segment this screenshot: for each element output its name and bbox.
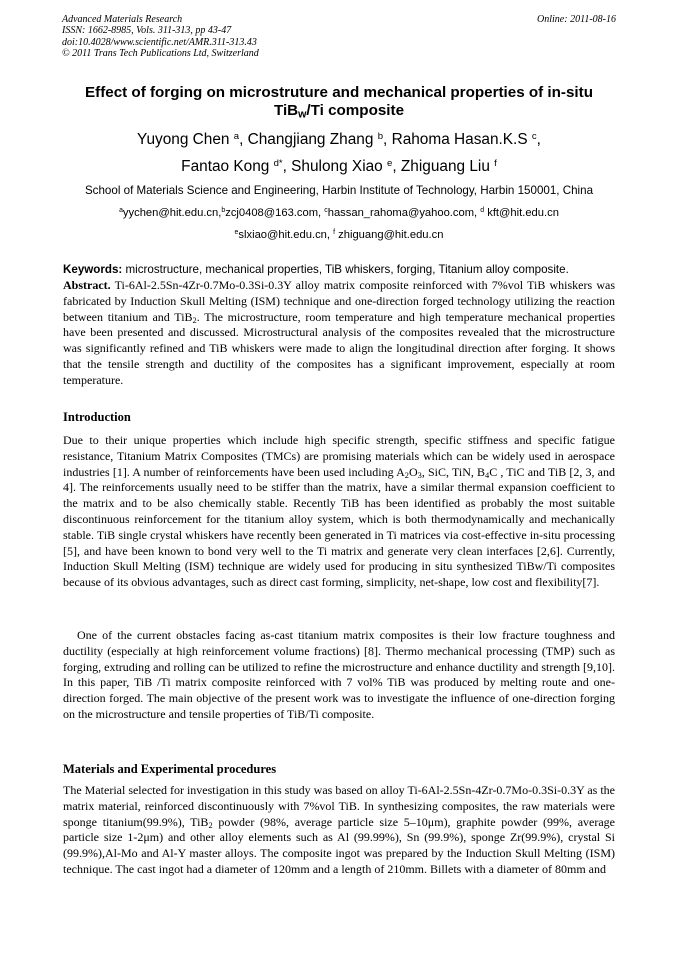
author-name: Shulong Xiao [291,158,383,175]
paper-title [60,84,618,120]
author-line-2: Fantao Kong $^{d*}$, Shulong Xiao $^e$, Zhiguang Liu $^f$ [181,157,497,175]
abstract-label: Abstract. [63,278,111,292]
keywords [63,263,615,277]
author-name: Fantao Kong [181,158,270,175]
email-c[interactable]: hassan_rahoma@yahoo.com, [327,207,478,219]
author-line-1: Yuyong Chen $^a$, Changjiang Zhang $^b$, Rahoma Hasan.K.S $^c$, [137,130,541,148]
email-a[interactable]: yychen@hit.edu.cn, [122,207,222,219]
keywords-label: Keywords: [63,263,123,276]
intro-paragraph-2: One of the current obstacles facing as-cast titanium matrix composites is their low fracture toughness and ductility (especially at high reinforcement volume fractions) [8]. Thermo mechanical processing (TMP) such as forging, extruding and rolling can be utilized to refine the microstructure and enhance ductility and strength [9,10]. In this paper, TiB /Ti matrix composite reinforced with 7 vol% TiB was produced by melting route and one-direction forged. The main objective of the present work was to investigate the influence of one-direction forging on the microstructure and tensile properties of TiB/Ti composite. [63,628,615,721]
journal-name: Advanced Materials Research [62,14,183,25]
author-name: Yuyong Chen [137,131,230,148]
journal-header [62,14,616,60]
title-line-1: Effect of forging on microstruture and mechanical properties of in-situ [85,84,593,101]
author-name: Changjiang Zhang [247,131,374,148]
email-line-1: $^a$yychen@hit.edu.cn,$^b$zcj0408@163.com, $^c$hassan_rahoma@yahoo.com, $^d$ kft@hit.edu.cn [119,207,559,219]
title-line-2: TiB$_w$/Ti composite [273,102,405,121]
intro-paragraph-1: Due to their unique properties which include high specific strength, specific stiffness and specific fatigue resistance, Titanium Matrix Composites (TMCs) are promising materials which can be widely used in aerospace industries [1]. A number of reinforcements have been used including $A_2O_3$, SiC, TiN, $B_4C$ , TiC and TiB [2, 3, and 4]. The reinforcements usually need to be stiffer than the matrix, have a similar thermal expansion coefficient to the matrix and to be also chemically stable. Recently TiB has been identified as probably the most suitable discontinuous reinforcement for the titanium alloy system, which is both thermodynamically and mechanically stable. TiB single crystal whiskers have recently been generated in Ti matrices via cost-effective in-situ processing [5], and have been known to bond very well to the Ti matrix and generate very clean interfaces [2,6]. Currently, Induction Skull Melting (ISM) technique are widely used for producing in situ synthesized TiBw/Ti composites because of its obvious advantages, such as direct cast forming, simplicity, net-shape, low cost and flexibility[7]. [63,433,615,590]
online-date: Online: 2011-08-16 [537,14,616,25]
issn-line: ISSN: 1662-8985, Vols. 311-313, pp 43-47 [62,25,232,37]
email-b[interactable]: zcj0408@163.com, [225,207,322,219]
email-d[interactable]: kft@hit.edu.cn [487,207,559,219]
section-heading-materials: Materials and Experimental procedures [63,762,277,776]
materials-paragraph-1: The Material selected for investigation in this study was based on alloy Ti-6Al-2.5Sn-4Zr-0.7Mo-0.3Si-0.3Y as the matrix material, reinforced discontinuously with 7%vol TiB. In synthesizing composites, the raw materials were sponge titanium(99.9%), TiB$_2$ powder (98%, average particle size 5–10μm), graphite powder (99%, average particle size 1-2μm) and other alloy elements such as Al (99.99%), Sn (99.9%), sponge Zr(99.9%), crystal Si (99.9%),Al-Mo and Al-Y master alloys. The composite ingot was prepared by the Induction Skull Melting (ISM) technique. The cast ingot had a diameter of 120mm and a length of 210mm. Billets with a diameter of 80mm and [63,783,615,876]
section-heading-introduction: Introduction [63,410,131,424]
keywords-text: microstructure, mechanical properties, TiB whiskers, forging, Titanium alloy composite. [125,263,569,276]
author-name: Zhiguang Liu [400,158,490,175]
email-e[interactable]: slxiao@hit.edu.cn, [238,229,330,241]
affiliation: School of Materials Science and Engineering, Harbin Institute of Technology, Harbin 150001, China [84,184,594,197]
email-line-2: $^e$slxiao@hit.edu.cn, $^f$ zhiguang@hit.edu.cn [234,229,444,241]
copyright-line: © 2011 Trans Tech Publications Ltd, Switzerland [62,48,259,60]
author-name: Rahoma Hasan.K.S [391,131,528,148]
abstract: Abstract. Ti-6Al-2.5Sn-4Zr-0.7Mo-0.3Si-0.3Y alloy matrix composite reinforced with 7%vol TiB whiskers was fabricated by Induction Skull Melting (ISM) technique and one-direction forged technology utilizing the reaction between titanium and TiB$_2$. The microstructure, room temperature and high temperature mechanical properties have been presented and discussed. Microstructural analysis of the composites revealed that the microstructure was significantly refined and TiB whiskers were made to align the longitudinal direction after forging. It shows that the tensile strength and ductility of the composites has a significant improvement, especially at room temperature. [63,278,615,387]
email-f[interactable]: zhiguang@hit.edu.cn [338,229,444,241]
doi-line: doi:10.4028/www.scientific.net/AMR.311-313.43 [62,36,257,48]
